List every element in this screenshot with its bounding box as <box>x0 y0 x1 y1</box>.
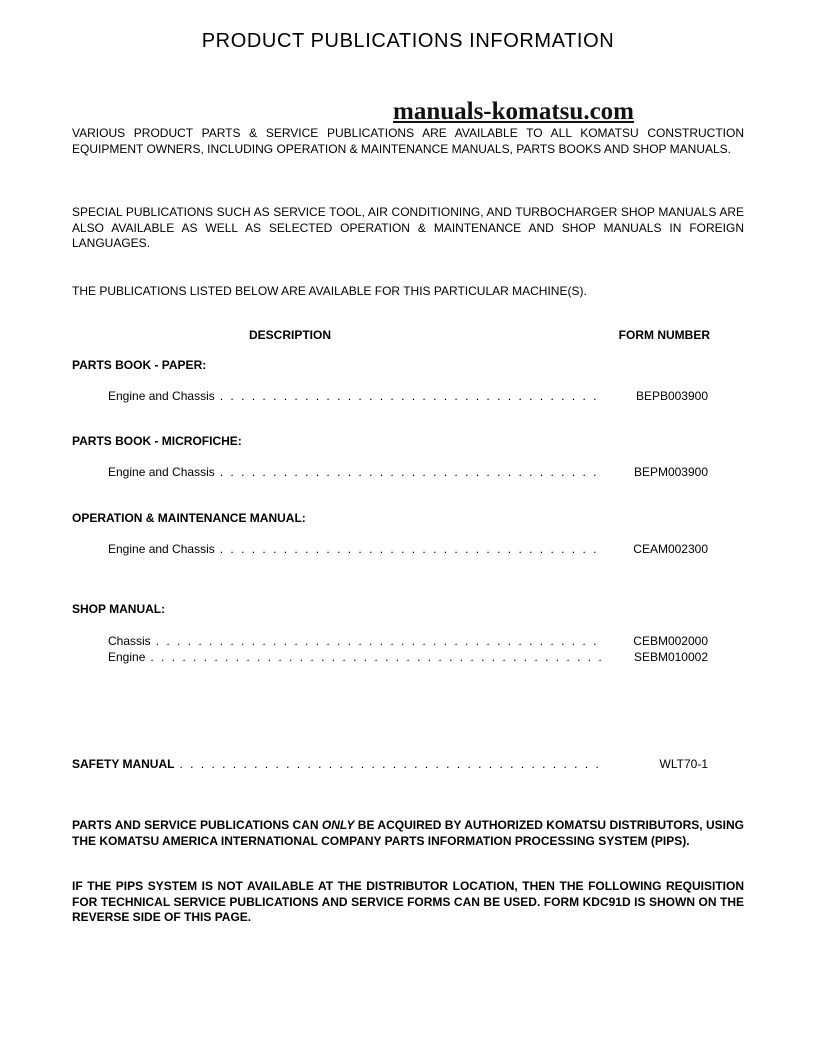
pub-row-operation-maintenance-engine-chassis <box>72 542 744 556</box>
section-heading-parts-book-paper: PARTS BOOK - PAPER: <box>72 358 207 372</box>
table-header-description: DESCRIPTION <box>249 328 332 342</box>
form-number: CEBM002000 <box>633 634 708 648</box>
pub-row-parts-book-microfiche-engine-chassis <box>72 465 744 479</box>
intro-paragraph-1: VARIOUS PRODUCT PARTS & SERVICE PUBLICATIONS ARE AVAILABLE TO ALL KOMATSU CONSTRUCTION EQUIPMENT OWNERS, INCLUDING OPERATION & MAINTENANCE MANUALS, PARTS BOOKS AND SHOP MANUALS. <box>72 126 744 156</box>
intro-paragraph-3: THE PUBLICATIONS LISTED BELOW ARE AVAILABLE FOR THIS PARTICULAR MACHINE(S). <box>72 284 587 298</box>
dots-leader <box>220 389 602 403</box>
page-title: PRODUCT PUBLICATIONS INFORMATION <box>201 30 615 52</box>
pub-label-safety-manual: SAFETY MANUAL <box>72 757 175 771</box>
pub-row-safety-manual <box>72 757 744 771</box>
footer-paragraph-1-text: BE ACQUIRED BY AUTHORIZED KOMATSU DISTRIBUTORS, USING THE KOMATSU AMERICA INTERNATIONAL COMPANY PARTS INFORMATION PROCESSING SYSTEM (PIPS). <box>72 818 744 848</box>
table-header-form-number: FORM NUMBER <box>618 328 710 342</box>
dots-leader <box>220 542 602 556</box>
pub-row-shop-manual-chassis <box>72 634 744 648</box>
form-number: BEPB003900 <box>635 389 708 403</box>
form-number: WLT70-1 <box>659 757 708 771</box>
dots-leader <box>150 650 602 664</box>
form-number: SEBM010002 <box>633 650 708 664</box>
footer-paragraph-1-italic: ONLY <box>321 818 355 832</box>
dots-leader <box>220 465 602 479</box>
footer-paragraph-1-text: PARTS AND SERVICE PUBLICATIONS CAN <box>72 818 322 832</box>
form-number: CEAM002300 <box>633 542 708 556</box>
section-heading-operation-maintenance-manual: OPERATION & MAINTENANCE MANUAL: <box>72 511 306 525</box>
form-number: BEPM003900 <box>633 465 708 479</box>
section-heading-parts-book-microfiche: PARTS BOOK - MICROFICHE: <box>72 434 242 448</box>
dots-leader <box>156 634 602 648</box>
pub-label: Chassis <box>108 634 151 648</box>
section-heading-shop-manual: SHOP MANUAL: <box>72 602 166 616</box>
pub-row-parts-book-paper-engine-chassis <box>72 389 744 403</box>
pub-label: Engine and Chassis <box>108 465 215 479</box>
footer-paragraph-1 <box>72 818 744 849</box>
dots-leader <box>179 757 602 771</box>
footer-paragraph-2: IF THE PIPS SYSTEM IS NOT AVAILABLE AT THE DISTRIBUTOR LOCATION, THEN THE FOLLOWING REQUISITION FOR TECHNICAL SERVICE PUBLICATIONS AND SERVICE FORMS CAN BE USED. FORM KDC91D IS SHOWN ON THE REVERSE SIDE OF THIS PAGE. <box>72 879 744 925</box>
intro-paragraph-2: SPECIAL PUBLICATIONS SUCH AS SERVICE TOOL, AIR CONDITIONING, AND TURBOCHARGER SHOP MANUALS ARE ALSO AVAILABLE AS WELL AS SELECTED OPERATION & MAINTENANCE AND SHOP MANUALS IN FOREIGN LANGUAGES. <box>72 205 744 251</box>
watermark-link[interactable]: manuals-komatsu.com <box>393 98 634 125</box>
table-header-row <box>72 328 744 342</box>
pub-row-shop-manual-engine <box>72 650 744 664</box>
pub-label: Engine <box>108 650 146 664</box>
pub-label: Engine and Chassis <box>108 389 215 403</box>
pub-label: Engine and Chassis <box>108 542 215 556</box>
